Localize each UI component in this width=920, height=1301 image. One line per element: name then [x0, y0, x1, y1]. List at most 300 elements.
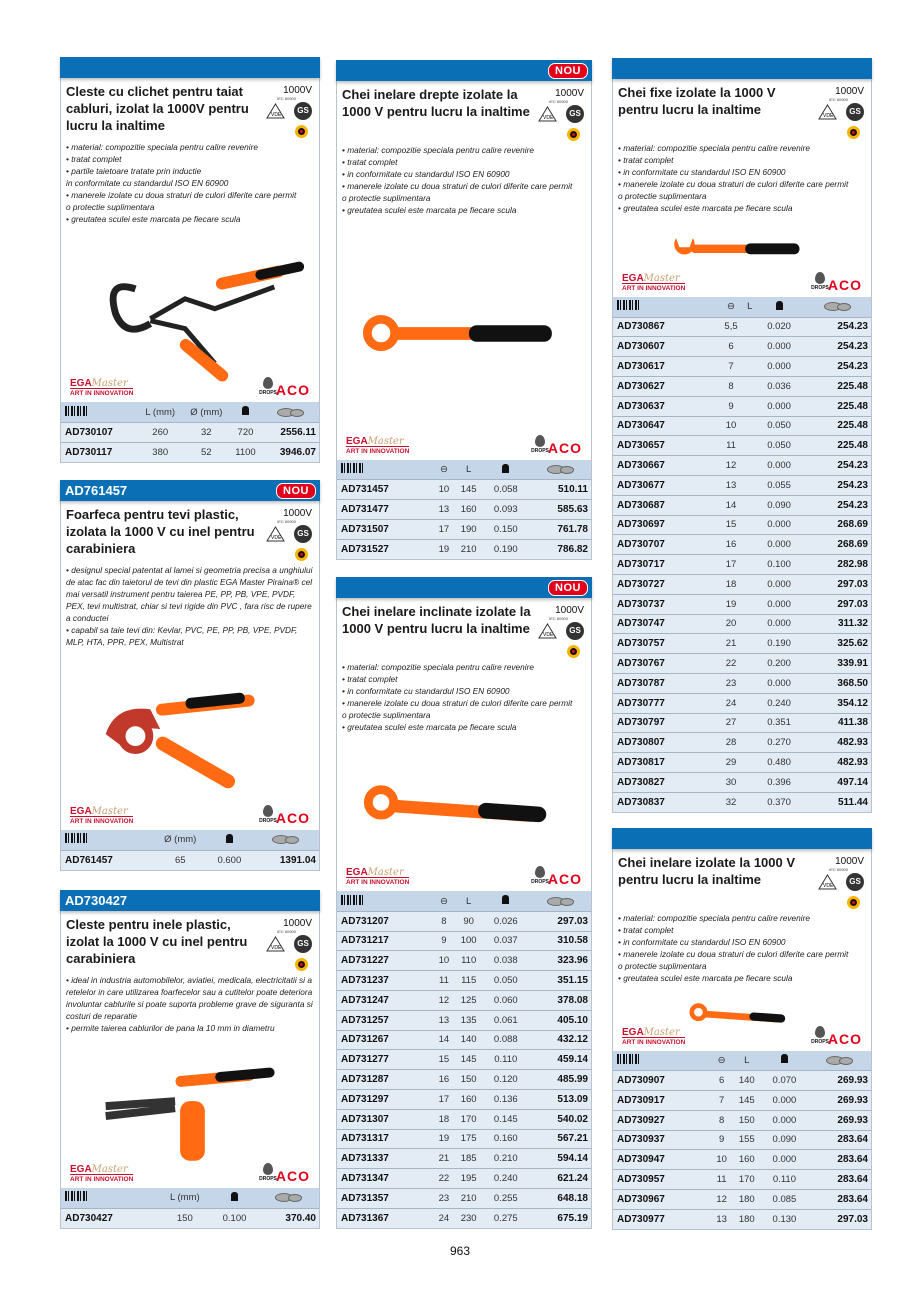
price-header — [807, 1051, 871, 1071]
wrench-size-icon: ⊖ — [717, 1054, 726, 1066]
product-card — [60, 890, 320, 1229]
red-dot-icon — [295, 958, 308, 971]
value-cell: 145 — [732, 1090, 762, 1110]
feature-item: • manerele izolate cu doua straturi de culori diferite care permit — [618, 179, 849, 189]
value-cell — [744, 772, 755, 792]
feature-item: • material: compozitie speciala pentru calire revenire — [342, 145, 534, 155]
size-header — [718, 297, 745, 317]
value-cell: 24 — [718, 693, 745, 713]
article-code: AD730757 — [613, 634, 718, 654]
price: 268.69 — [803, 515, 871, 535]
article-code: AD730787 — [613, 673, 718, 693]
coins-icon — [277, 406, 303, 416]
feature-item: • tratat complet — [342, 157, 398, 167]
article-code: AD730427 — [61, 1208, 157, 1228]
value-cell: 10 — [434, 951, 454, 971]
card-body — [61, 501, 319, 830]
feature-item: • tratat complet — [618, 155, 674, 165]
article-code: AD730627 — [613, 376, 718, 396]
svg-text:VDE: VDE — [543, 632, 554, 638]
table-header-row — [337, 891, 591, 911]
table-row[interactable] — [337, 1129, 591, 1149]
table-header-row — [613, 1051, 871, 1071]
article-code: AD730777 — [613, 693, 718, 713]
title-block — [342, 86, 586, 140]
table-row[interactable] — [613, 1209, 871, 1229]
value-cell: 52 — [182, 442, 230, 462]
article-code: AD731337 — [337, 1149, 434, 1169]
article-code: AD730697 — [613, 515, 718, 535]
table-row[interactable] — [337, 990, 591, 1010]
table-row[interactable] — [61, 422, 319, 442]
value-cell: 0.275 — [484, 1208, 529, 1228]
table-row[interactable] — [613, 1090, 871, 1110]
table-row[interactable] — [613, 654, 871, 674]
product-image — [66, 648, 314, 830]
value-cell: 0.050 — [755, 416, 803, 436]
table-row[interactable] — [337, 951, 591, 971]
value-cell: 0.000 — [755, 515, 803, 535]
product-table — [61, 402, 319, 462]
card-header — [336, 577, 592, 598]
value-cell: 0.000 — [755, 337, 803, 357]
table-row[interactable] — [337, 519, 591, 539]
value-cell — [744, 475, 755, 495]
table-row[interactable] — [613, 515, 871, 535]
price-header — [257, 1188, 319, 1208]
value-cell — [744, 673, 755, 693]
product-image — [342, 733, 586, 891]
table-row[interactable] — [613, 456, 871, 476]
table-row[interactable] — [613, 337, 871, 357]
value-cell: 90 — [454, 911, 484, 931]
table-row[interactable] — [613, 733, 871, 753]
value-cell — [744, 753, 755, 773]
price: 310.58 — [528, 931, 591, 951]
table-row[interactable] — [337, 971, 591, 991]
value-cell: 185 — [454, 1149, 484, 1169]
feature-item: • permite taierea cablurilor de pana la 10 mm in diametru — [66, 1023, 275, 1033]
table-row[interactable] — [337, 1188, 591, 1208]
product-code-heading: AD730427 — [65, 893, 128, 908]
table-row[interactable] — [337, 1070, 591, 1090]
value-cell: 150 — [454, 1070, 484, 1090]
weight-icon — [502, 895, 509, 904]
table-row[interactable] — [613, 1150, 871, 1170]
product-title: Cleste cu clichet pentru taiat cabluri, izolat la 1000V pentru lucru la inaltime — [66, 84, 249, 133]
coins-icon — [547, 463, 573, 473]
ega-tagline: ART IN INNOVATION — [346, 447, 410, 455]
ring-spanner-image — [342, 216, 586, 460]
vde-icon — [818, 104, 837, 120]
product-card — [60, 480, 320, 871]
article-code: AD730737 — [613, 594, 718, 614]
table-row[interactable] — [613, 772, 871, 792]
value-cell — [744, 792, 755, 812]
table-row[interactable] — [613, 614, 871, 634]
iec-standard: IEC 60900 — [277, 929, 296, 934]
price: 254.23 — [803, 317, 871, 337]
price: 354.12 — [803, 693, 871, 713]
drops-text: DROPS — [259, 818, 277, 825]
value-cell: 19 — [434, 539, 454, 559]
iec-standard: IEC 60900 — [549, 99, 568, 104]
wrench-size-icon: ⊖ — [439, 895, 448, 907]
value-cell: 110 — [454, 951, 484, 971]
article-code: AD730867 — [613, 317, 718, 337]
price: 282.98 — [803, 555, 871, 575]
vde-icon — [266, 103, 285, 119]
product-title: Chei fixe izolate la 1000 V pentru lucru la inaltime — [618, 85, 776, 117]
master-logo-text: Master — [367, 867, 404, 879]
card-body — [613, 79, 871, 297]
value-cell: 28 — [718, 733, 745, 753]
weight-icon — [776, 301, 783, 310]
value-cell — [744, 693, 755, 713]
title-block — [66, 83, 314, 137]
value-cell: 0.351 — [755, 713, 803, 733]
table-row[interactable] — [613, 1170, 871, 1190]
value-cell: 7 — [718, 357, 745, 377]
aco-logo: ACO — [827, 1030, 862, 1047]
table-row[interactable] — [337, 1149, 591, 1169]
table-row[interactable] — [61, 442, 319, 462]
value-cell: 160 — [454, 500, 484, 520]
size-header — [434, 891, 454, 911]
table-row[interactable] — [61, 850, 319, 870]
price: 283.64 — [807, 1150, 871, 1170]
svg-text:VDE: VDE — [271, 112, 282, 118]
size-header — [434, 460, 454, 480]
table-row[interactable] — [337, 1050, 591, 1070]
value-cell: 100 — [454, 931, 484, 951]
price: 2556.11 — [261, 422, 319, 442]
card-body — [61, 78, 319, 402]
weight-icon — [226, 834, 233, 843]
article-code: AD730107 — [61, 422, 138, 442]
value-cell: 0.270 — [755, 733, 803, 753]
title-block — [66, 506, 314, 560]
table-row[interactable] — [337, 1169, 591, 1189]
table-row[interactable] — [613, 634, 871, 654]
ega-master-logo — [70, 379, 133, 398]
drop-icon — [263, 377, 273, 389]
value-cell: 115 — [454, 971, 484, 991]
value-cell: 32 — [718, 792, 745, 812]
ega-tagline: ART IN INNOVATION — [70, 390, 134, 398]
barcode-header — [613, 1051, 712, 1071]
product-card — [336, 577, 592, 1229]
value-cell: 23 — [434, 1188, 454, 1208]
price: 567.21 — [528, 1129, 591, 1149]
product-image — [66, 225, 314, 402]
ega-master-logo — [70, 1165, 133, 1184]
article-code: AD730767 — [613, 654, 718, 674]
table-row[interactable] — [613, 317, 871, 337]
column-header: Ø (mm) — [182, 402, 230, 422]
value-cell: 11 — [718, 436, 745, 456]
article-code: AD730977 — [613, 1209, 712, 1229]
value-cell: 720 — [230, 422, 260, 442]
table-row[interactable] — [337, 539, 591, 559]
red-dot-icon — [567, 128, 580, 141]
article-code: AD730657 — [613, 436, 718, 456]
article-code: AD730687 — [613, 495, 718, 515]
card-body — [337, 81, 591, 460]
feature-item: • tratat complet — [618, 925, 674, 935]
value-cell: 0.100 — [755, 555, 803, 575]
price: 339.91 — [803, 654, 871, 674]
table-row[interactable] — [613, 1189, 871, 1209]
value-cell: 17 — [434, 519, 454, 539]
weight-header — [762, 1051, 807, 1071]
feature-item: • in conformitate cu standardul ISO EN 60900 — [618, 167, 786, 177]
weight-header — [484, 891, 529, 911]
product-image — [342, 216, 586, 460]
value-cell: 0.093 — [484, 500, 529, 520]
value-cell: 0.240 — [755, 693, 803, 713]
red-dot-icon — [567, 645, 580, 658]
value-cell: 0.026 — [484, 911, 529, 931]
value-cell: 210 — [454, 539, 484, 559]
ega-master-logo — [622, 274, 685, 293]
value-cell: 0.070 — [762, 1071, 807, 1091]
value-cell — [744, 574, 755, 594]
value-cell: 0.038 — [484, 951, 529, 971]
value-cell — [744, 376, 755, 396]
voltage-rating: 1000V — [283, 508, 312, 519]
table-row[interactable] — [613, 594, 871, 614]
price: 513.09 — [528, 1089, 591, 1109]
article-code: AD730617 — [613, 357, 718, 377]
table-row[interactable] — [613, 555, 871, 575]
article-code: AD730637 — [613, 396, 718, 416]
value-cell: 14 — [718, 495, 745, 515]
price: 283.64 — [807, 1189, 871, 1209]
value-cell: 0.050 — [484, 971, 529, 991]
feature-item: • material: compozitie speciala pentru calire revenire — [618, 143, 810, 153]
price: 378.08 — [528, 990, 591, 1010]
price: 1391.04 — [250, 850, 319, 870]
barcode-header — [61, 1188, 157, 1208]
price: 585.63 — [528, 500, 591, 520]
price: 297.03 — [803, 594, 871, 614]
table-row[interactable] — [613, 396, 871, 416]
table-row[interactable] — [337, 1030, 591, 1050]
feature-item: • greutatea sculei este marcata pe fiecare scula — [342, 205, 517, 215]
value-cell: 145 — [454, 1050, 484, 1070]
product-title: Chei inelare izolate la 1000 V pentru lucru la inaltime — [618, 855, 796, 887]
value-cell: 0.000 — [762, 1150, 807, 1170]
article-code: AD731317 — [337, 1129, 434, 1149]
value-cell: 21 — [434, 1149, 454, 1169]
aco-logo: ACO — [547, 439, 582, 456]
feature-item: • material: compozitie speciala pentru calire revenire — [342, 662, 534, 672]
product-title: Cleste pentru inele plastic, izolat la 1000 V cu inel pentru carabiniera — [66, 917, 248, 966]
value-cell: 19 — [718, 594, 745, 614]
title-block — [618, 854, 866, 908]
value-cell — [744, 555, 755, 575]
voltage-rating: 1000V — [555, 88, 584, 99]
feature-list — [342, 661, 586, 733]
barcode-header — [337, 891, 434, 911]
ega-logo-text: EGA — [622, 273, 644, 285]
table-row[interactable] — [613, 753, 871, 773]
feature-item: • manerele izolate cu doua straturi de culori diferite care permit — [66, 190, 297, 200]
value-cell: 8 — [718, 376, 745, 396]
iec-standard: IEC 60900 — [829, 867, 848, 872]
value-cell: 0.058 — [484, 480, 529, 500]
barcode-header — [613, 297, 718, 317]
article-code: AD731527 — [337, 539, 434, 559]
article-code: AD731257 — [337, 1010, 434, 1030]
article-code: AD731457 — [337, 480, 434, 500]
value-cell: 180 — [732, 1189, 762, 1209]
vde-icon — [266, 936, 285, 952]
feature-item: • material: compozitie speciala pentru calire revenire — [618, 913, 810, 923]
table-row[interactable] — [613, 495, 871, 515]
value-cell: 0.037 — [484, 931, 529, 951]
product-title: Chei inelare drepte izolate la 1000 V pentru lucru la inaltime — [342, 87, 530, 119]
coins-icon — [826, 1054, 852, 1064]
value-cell: 7 — [712, 1090, 732, 1110]
price: 675.19 — [528, 1208, 591, 1228]
article-code: AD730647 — [613, 416, 718, 436]
aco-logo: ACO — [275, 810, 310, 827]
size-header — [712, 1051, 732, 1071]
barcode-header — [61, 402, 138, 422]
table-row[interactable] — [613, 673, 871, 693]
feature-item: • in conformitate cu standardul ISO EN 60900 — [618, 937, 786, 947]
table-row[interactable] — [613, 535, 871, 555]
table-row[interactable] — [337, 1089, 591, 1109]
price: 225.48 — [803, 436, 871, 456]
voltage-rating: 1000V — [283, 918, 312, 929]
feature-item: • partile taietoare tratate prin inductie — [66, 166, 202, 176]
value-cell: 0.396 — [755, 772, 803, 792]
drops-text: DROPS — [531, 879, 549, 886]
value-cell: 210 — [454, 1188, 484, 1208]
column-header: L — [454, 460, 484, 480]
table-row[interactable] — [337, 911, 591, 931]
wrench-size-icon: ⊖ — [439, 464, 448, 476]
gs-icon: GS — [294, 525, 312, 543]
vde-icon — [266, 526, 285, 542]
ega-logo-text: EGA — [346, 867, 368, 879]
table-row[interactable] — [337, 500, 591, 520]
value-cell: 0.160 — [484, 1129, 529, 1149]
product-card — [336, 60, 592, 560]
table-row[interactable] — [613, 357, 871, 377]
table-header-row — [613, 297, 871, 317]
value-cell: 13 — [718, 475, 745, 495]
value-cell: 11 — [712, 1170, 732, 1190]
article-code: AD730667 — [613, 456, 718, 476]
table-row[interactable] — [613, 1071, 871, 1091]
master-logo-text: Master — [367, 435, 404, 447]
table-row[interactable] — [613, 1110, 871, 1130]
value-cell: 0.061 — [484, 1010, 529, 1030]
red-dot-icon — [847, 896, 860, 909]
table-row[interactable] — [337, 1109, 591, 1129]
value-cell: 0.110 — [762, 1170, 807, 1190]
ega-tagline: ART IN INNOVATION — [346, 879, 410, 887]
value-cell: 0.090 — [762, 1130, 807, 1150]
gs-icon: GS — [294, 102, 312, 120]
table-row[interactable] — [613, 475, 871, 495]
value-cell: 0.200 — [755, 654, 803, 674]
value-cell: 0.110 — [484, 1050, 529, 1070]
iec-standard: IEC 60900 — [549, 616, 568, 621]
aco-logo: ACO — [275, 1168, 310, 1185]
svg-text:VDE: VDE — [543, 115, 554, 121]
table-row[interactable] — [337, 1208, 591, 1228]
value-cell: 10 — [718, 416, 745, 436]
price: 786.82 — [528, 539, 591, 559]
value-cell: 13 — [712, 1209, 732, 1229]
value-cell: 0.000 — [762, 1090, 807, 1110]
product-card — [612, 58, 872, 813]
wrench-size-icon: ⊖ — [727, 301, 735, 313]
ega-master-logo — [70, 807, 133, 826]
new-badge: NOU — [548, 580, 588, 596]
table-row[interactable] — [613, 792, 871, 812]
table-row[interactable] — [337, 480, 591, 500]
table-row[interactable] — [613, 376, 871, 396]
table-header-row — [61, 830, 319, 850]
article-code: AD761457 — [61, 850, 152, 870]
table-row[interactable] — [613, 416, 871, 436]
ega-logo-text: EGA — [622, 1026, 644, 1038]
value-cell: 260 — [138, 422, 182, 442]
table-header-row — [61, 402, 319, 422]
certification-marks — [534, 605, 586, 659]
value-cell: 16 — [718, 535, 745, 555]
table-row[interactable] — [613, 574, 871, 594]
barcode-header — [337, 460, 434, 480]
feature-item: • manerele izolate cu doua straturi de culori diferite care permit — [342, 181, 573, 191]
table-row[interactable] — [61, 1208, 319, 1228]
article-code: AD731207 — [337, 911, 434, 931]
table-row[interactable] — [337, 931, 591, 951]
price: 297.03 — [803, 574, 871, 594]
weight-icon — [502, 464, 509, 473]
card-header — [60, 480, 320, 501]
table-row[interactable] — [613, 693, 871, 713]
table-row[interactable] — [613, 713, 871, 733]
article-code: AD730917 — [613, 1090, 712, 1110]
aco-logo: ACO — [827, 277, 862, 294]
table-row[interactable] — [613, 436, 871, 456]
price: 540.02 — [528, 1109, 591, 1129]
master-logo-text: Master — [91, 1164, 128, 1176]
weight-icon — [242, 406, 249, 415]
table-row[interactable] — [337, 1010, 591, 1030]
ega-logo-text: EGA — [70, 1164, 92, 1176]
article-code: AD731247 — [337, 990, 434, 1010]
value-cell: 0.000 — [755, 396, 803, 416]
table-row[interactable] — [613, 1130, 871, 1150]
value-cell: 15 — [434, 1050, 454, 1070]
price: 370.40 — [257, 1208, 319, 1228]
value-cell: 12 — [712, 1189, 732, 1209]
price-header — [528, 460, 591, 480]
vde-icon — [818, 874, 837, 890]
price: 594.14 — [528, 1149, 591, 1169]
price: 459.14 — [528, 1050, 591, 1070]
value-cell — [744, 733, 755, 753]
value-cell: 6 — [712, 1071, 732, 1091]
